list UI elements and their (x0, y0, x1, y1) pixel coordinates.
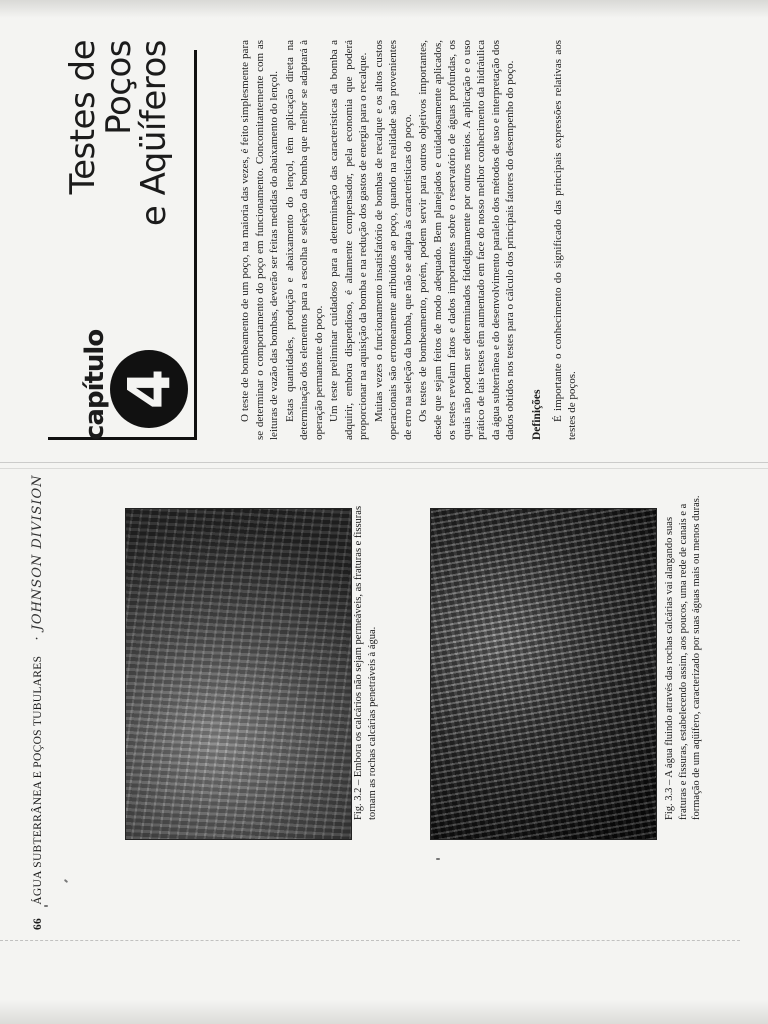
limestone-channels-photo (430, 508, 657, 840)
page-number: 66 (32, 917, 44, 930)
chapter-title-line: Testes de Poços (63, 40, 139, 195)
book-spine-line-shadow (0, 468, 768, 469)
handwritten-note: · JOHNSON DIVISION (30, 474, 45, 641)
body-paragraph: Um teste preliminar cuidadoso para a determinação das características da bomba a adquirir, embora dispendioso, é altamente compensador, pela economia que poderá proporcionar na aquisição da bomba e na redução dos gastos de energia para o recalque. (328, 40, 370, 440)
scan-artifact-line (0, 940, 740, 941)
section-heading: Definições (530, 389, 543, 440)
body-paragraph: O teste de bombeamento de um poço, na maioria das vezes, é feito simplesmente para se determinar o comportamento do poço em funcionamento. Concomitantemente com as leituras de vazão das bombas, deverão ser feitas medidas do abaixamento do lençol. (239, 40, 281, 440)
scan-edge-bottom (0, 1000, 768, 1024)
chapter-body (238, 40, 581, 440)
section-paragraph: É importante o conhecimento do significado das principais expressões relativas aos testes de poços. (551, 40, 579, 440)
title-rule-vertical (48, 437, 194, 440)
chapter-title-line: e Aqüíferos (134, 40, 175, 227)
chapter-title (63, 40, 175, 270)
title-rule (194, 50, 197, 440)
page-66 (30, 474, 730, 930)
chapter-label: capítulo (80, 329, 110, 440)
limestone-fractures-photo (125, 508, 352, 840)
body-paragraph: Os testes de bombeamento, porém, podem servir para outros objetivos importantes, desde que sejam feitos de modo adequado. Bem planejados e cuidadosamente aplicados, os testes revelam fatos e dados importantes sobre o reservatório de águas profundas, os quais não podem ser determinados fidedignamente por outros meios. A aplicação e o uso prático de tais testes têm aumentado em face do nosso melhor conhecimento da hidráulica da água subterrânea e do desenvolvimento paralelo dos métodos de uso e interpretação dos dados obtidos nos testes para o cálculo dos principais fatores do desempenho do poço. (417, 40, 517, 440)
running-head-title: ÁGUA SUBTERRÂNEA E POÇOS TUBULARES (32, 655, 44, 905)
chapter-number-badge: 4 (110, 350, 188, 428)
figure-caption: Fig. 3.2 – Embora os calcários não sejam permeáveis, as fraturas e fissuras tornam as rochas calcárias penetráveis à água. (353, 505, 378, 820)
figure-caption: Fig. 3.3 – A água fluindo através das rochas calcárias vai alargando suas fraturas e fissuras, estabelecendo assim, aos poucos, uma rede de canais e a formação de um aqüífero, caracterizado por suas águas mais ou menos duras. (664, 495, 703, 820)
body-paragraph: Muitas vezes o funcionamento insatisfatório de bombas de recalque e os altos custos operacionais são erroneamente atribuídos ao poço, quando na realidade são provenientes de erro na seleção da bomba, que não se adapta às características do poço. (372, 40, 414, 440)
body-paragraph: Estas quantidades, produção e abaixamento do lençol, têm aplicação direta na determinação dos elementos para a escolha e seleção da bomba que melhor se adaptará à operação permanente do poço. (283, 40, 325, 440)
chapter-page (48, 40, 748, 440)
book-spine-line (0, 462, 768, 463)
scan-edge-top (0, 0, 768, 18)
running-head (30, 474, 56, 930)
